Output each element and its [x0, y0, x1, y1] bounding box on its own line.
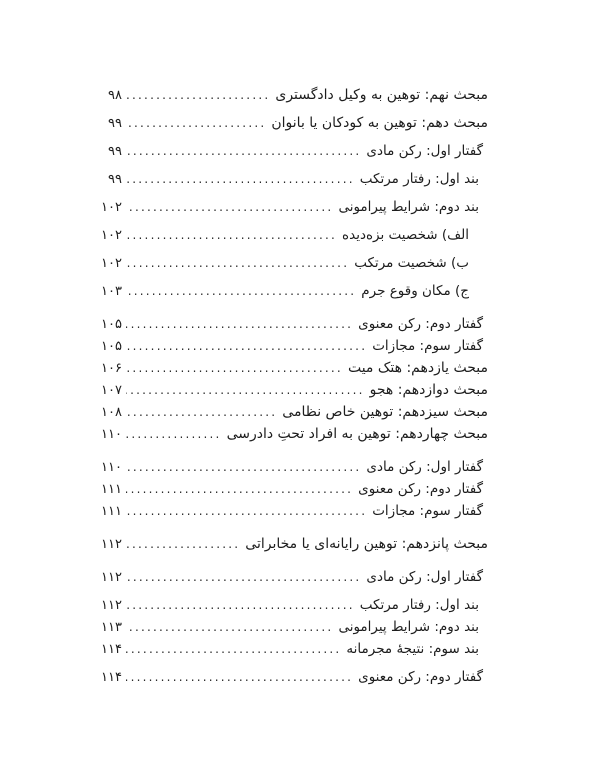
dot-leader	[126, 638, 341, 660]
toc-entry-page: ۱۱۴	[101, 670, 122, 685]
toc-entry-title: گفتار اول: رکن مادی	[366, 459, 483, 475]
toc-row	[100, 168, 488, 190]
toc-row	[100, 566, 488, 588]
toc-entry-title: بند دوم: شرایط پیرامونی	[338, 199, 479, 215]
toc-entry-page: ۱۰۲	[101, 200, 122, 215]
dot-leader	[126, 533, 240, 555]
toc-entry-title: گفتار اول: رکن مادی	[366, 569, 483, 585]
toc-entry-title: الف) شخصیت بزه‌دیده	[342, 227, 469, 243]
toc-row	[100, 478, 488, 500]
toc-row	[100, 140, 488, 162]
toc-entry-page: ۱۱۴	[101, 642, 122, 657]
toc-row	[100, 456, 488, 478]
toc-row	[100, 616, 488, 638]
dot-leader	[126, 357, 343, 379]
toc-entry-page: ۱۱۱	[101, 482, 122, 497]
toc-entry-page: ۱۱۲	[101, 598, 122, 613]
toc-entry-title: مبحث دوازدهم: هجو	[369, 382, 488, 398]
toc-entry-page: ۹۹	[108, 172, 122, 187]
dot-leader	[126, 423, 222, 445]
toc-entry-page: ۱۰۲	[101, 256, 122, 271]
toc-row	[100, 196, 488, 218]
toc-entry-title: بند اول: رفتار مرتکب	[359, 597, 479, 613]
toc-entry-page: ۹۸	[108, 88, 122, 103]
toc-row	[100, 533, 488, 555]
dot-leader	[126, 666, 353, 688]
toc-entry-title: گفتار سوم: مجازات	[372, 503, 483, 519]
toc-entry-title: ج) مکان وقوع جرم	[361, 283, 469, 299]
toc-entry-page: ۱۰۵	[101, 317, 122, 332]
toc-entry-title: گفتار دوم: رکن معنوی	[358, 669, 483, 685]
toc-entry-page: ۱۱۳	[101, 620, 122, 635]
toc-row	[100, 252, 488, 274]
toc-entry-page: ۱۱۰	[101, 427, 122, 442]
toc-entry-title: مبحث دهم: توهین به کودکان یا بانوان	[271, 115, 488, 131]
dot-leader	[126, 168, 355, 190]
toc-row	[100, 638, 488, 660]
toc-row	[100, 112, 488, 134]
toc-entry-title: گفتار دوم: رکن معنوی	[358, 316, 483, 332]
dot-leader	[126, 379, 365, 401]
toc-entry-title: بند اول: رفتار مرتکب	[359, 171, 479, 187]
toc-entry-page: ۱۱۰	[101, 460, 122, 475]
toc-entry-page: ۱۱۲	[101, 570, 122, 585]
toc-entry-page: ۱۰۸	[101, 405, 122, 420]
dot-leader	[126, 335, 367, 357]
toc-entry-page: ۱۰۵	[101, 339, 122, 354]
toc-entry-title: مبحث پانزدهم: توهین رایانه‌ای یا مخابراتی	[245, 536, 488, 552]
toc-entry-page: ۱۱۲	[101, 537, 122, 552]
dot-leader	[126, 401, 277, 423]
toc-row	[100, 224, 488, 246]
dot-leader	[126, 84, 270, 106]
toc-row	[100, 500, 488, 522]
dot-leader	[126, 280, 356, 302]
toc-row	[100, 379, 488, 401]
toc-entry-title: مبحث نهم: توهین به وکیل دادگستری	[275, 87, 488, 103]
toc-entry-page: ۱۰۷	[101, 383, 122, 398]
dot-leader	[126, 500, 367, 522]
toc-entry-page: ۱۰۶	[101, 361, 122, 376]
toc-entry-title: مبحث سیزدهم: توهین خاص نظامی	[282, 404, 488, 420]
dot-leader	[126, 478, 353, 500]
toc-entry-title: گفتار دوم: رکن معنوی	[358, 481, 483, 497]
toc-row	[100, 423, 488, 445]
toc-row	[100, 357, 488, 379]
toc-row	[100, 666, 488, 688]
dot-leader	[126, 224, 337, 246]
toc-entry-page: ۹۹	[108, 116, 122, 131]
dot-leader	[126, 112, 266, 134]
toc-entry-page: ۱۱۱	[101, 504, 122, 519]
dot-leader	[126, 196, 333, 218]
toc-entry-title: مبحث چهاردهم: توهین به افراد تحتِ دادرسی	[226, 426, 488, 442]
toc-row	[100, 335, 488, 357]
dot-leader	[126, 594, 355, 616]
toc-entry-title: ب) شخصیت مرتکب	[354, 255, 469, 271]
toc-entry-page: ۹۹	[108, 144, 122, 159]
toc-row	[100, 594, 488, 616]
toc-entry-page: ۱۰۲	[101, 228, 122, 243]
toc-entry-title: گفتار اول: رکن مادی	[366, 143, 483, 159]
toc-entry-title: گفتار سوم: مجازات	[372, 338, 483, 354]
toc-entry-title: مبحث یازدهم: هتک میت	[347, 360, 488, 376]
dot-leader	[126, 313, 353, 335]
toc-entry-title: بند سوم: نتیجهٔ مجرمانه	[346, 641, 479, 657]
dot-leader	[126, 566, 361, 588]
dot-leader	[126, 140, 361, 162]
dot-leader	[126, 456, 361, 478]
toc-row	[100, 313, 488, 335]
toc-row	[100, 401, 488, 423]
toc-row	[100, 280, 488, 302]
toc-entry-title: بند دوم: شرایط پیرامونی	[338, 619, 479, 635]
dot-leader	[126, 252, 349, 274]
toc-entry-page: ۱۰۳	[101, 284, 122, 299]
toc-row	[100, 84, 488, 106]
dot-leader	[126, 616, 333, 638]
